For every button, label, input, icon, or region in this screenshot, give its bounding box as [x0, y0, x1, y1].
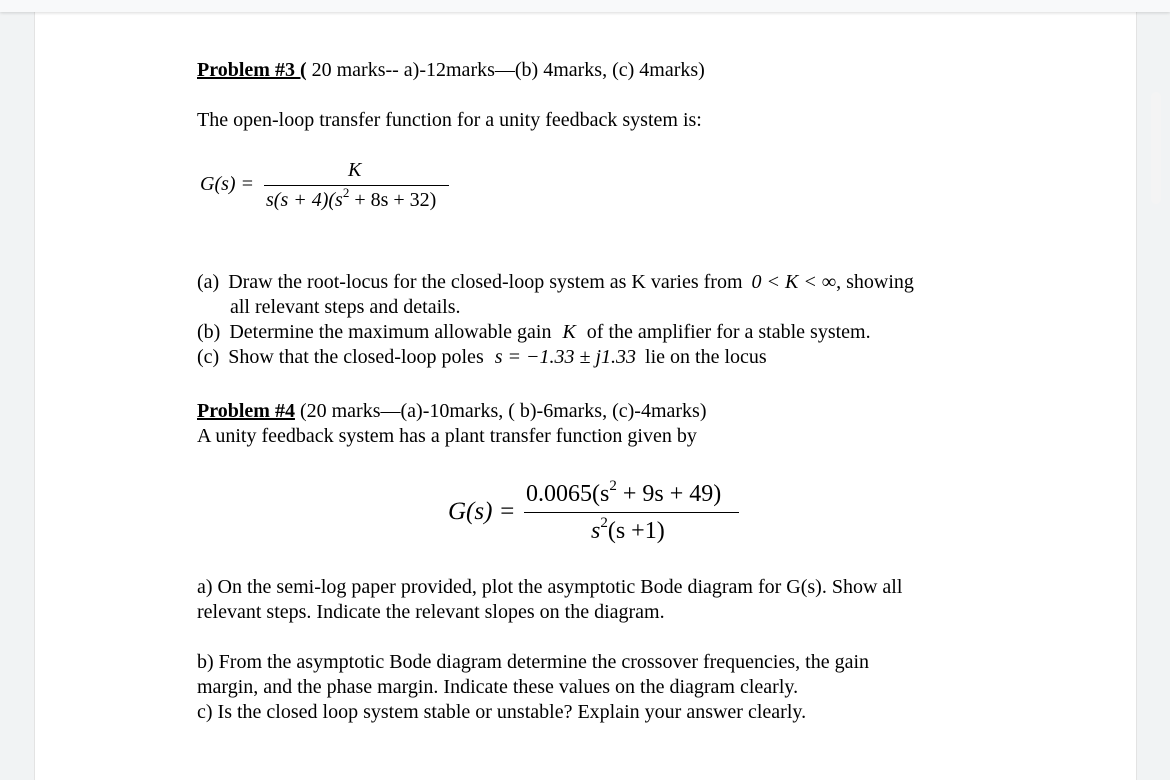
item-c-label: (c) — [197, 346, 220, 368]
problem3-eq-lhs: G(s) = — [200, 173, 255, 195]
item-a-text-after: , showing — [836, 271, 914, 293]
problem4-num-part2: + 9s + 49) — [616, 481, 722, 507]
problem4-eq-numerator — [526, 479, 721, 512]
item-a-math: 0 < K < ∞ — [751, 271, 837, 293]
problem4-part-b-line1: b) From the asymptotic Bode diagram determine the crossover frequencies, the gain — [197, 651, 870, 673]
problem3-eq-numerator: K — [348, 159, 362, 181]
problem3-item-a-continuation: all relevant steps and details. — [230, 296, 461, 318]
problem3-title — [197, 58, 705, 83]
problem4-den-part1: s — [591, 518, 601, 544]
problem3-den-part2: + 8s + 32) — [349, 189, 437, 211]
item-c-math: s = −1.33 ± j1.33 — [494, 346, 637, 368]
problem4-den-exponent: 2 — [600, 515, 608, 531]
problem4-part-a-line2: relevant steps. Indicate the relevant slopes on the diagram. — [197, 601, 665, 623]
problem3-item-a — [197, 270, 914, 295]
problem4-num-part1: 0.0065(s — [526, 481, 610, 507]
problem4-title — [197, 399, 706, 424]
problem4-part-c: c) Is the closed loop system stable or unstable? Explain your answer clearly. — [197, 701, 807, 723]
item-b-text: Determine the maximum allowable gain — [229, 321, 552, 343]
problem4-eq-denominator — [591, 516, 665, 549]
problem4-fraction-bar — [524, 512, 739, 513]
problem3-den-part1: s(s + 4)(s — [266, 189, 343, 211]
problem3-den-exponent: 2 — [342, 185, 350, 200]
item-a-label: (a) — [197, 271, 220, 293]
viewer-toolbar — [0, 0, 1170, 12]
problem3-item-b — [197, 320, 871, 345]
problem3-intro: The open-loop transfer function for a unity feedback system is: — [197, 109, 702, 131]
problem3-item-c — [197, 345, 767, 370]
item-b-label: (b) — [197, 321, 221, 343]
problem4-intro: A unity feedback system has a plant transfer function given by — [197, 425, 697, 447]
problem4-heading: Problem #4 — [197, 400, 295, 422]
item-b-math: K — [562, 321, 576, 343]
problem4-marks: (20 marks—(a)-10marks, ( b)-6marks, (c)-4marks) — [294, 400, 707, 422]
scrollbar-thumb[interactable] — [1151, 92, 1161, 204]
problem3-heading: Problem #3 ( — [197, 59, 307, 81]
item-a-text: Draw the root-locus for the closed-loop system as K varies from — [228, 271, 743, 293]
item-b-text-after: of the amplifier for a stable system. — [586, 321, 871, 343]
problem4-den-part2: (s +1) — [607, 518, 665, 544]
problem4-part-b-line2: margin, and the phase margin. Indicate these values on the diagram clearly. — [197, 676, 799, 698]
problem3-fraction-bar — [264, 185, 449, 186]
problem4-eq-lhs: G(s) = — [448, 498, 516, 525]
problem4-num-exponent: 2 — [609, 478, 617, 494]
item-c-text-after: lie on the locus — [645, 346, 767, 368]
item-c-text: Show that the closed-loop poles — [228, 346, 484, 368]
problem3-marks: 20 marks-- a)-12marks—(b) 4marks, (c) 4marks) — [306, 59, 705, 81]
problem3-eq-denominator — [266, 185, 437, 214]
problem4-part-a-line1: a) On the semi-log paper provided, plot the asymptotic Bode diagram for G(s). Show all — [197, 576, 903, 598]
